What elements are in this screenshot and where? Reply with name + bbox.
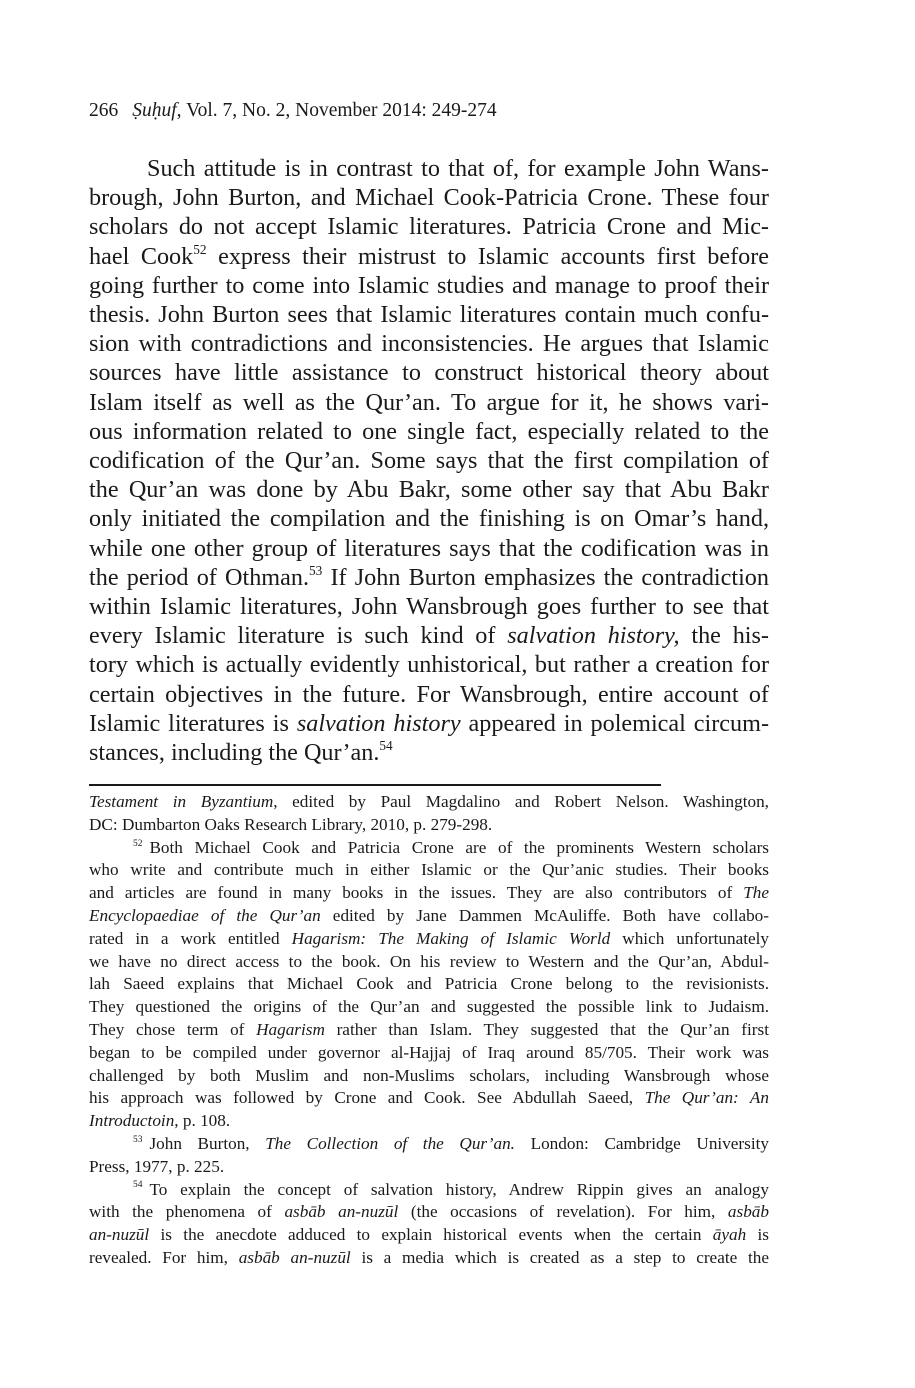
- text-line: ous information related to one single fact, especially related to the: [89, 417, 769, 445]
- text-line: every Islamic literature is such kind of salvation history, the his-: [89, 622, 769, 650]
- text-line: sources have little assistance to construct historical theory about: [89, 359, 769, 387]
- text-line: stances, including the Qur’an.$^{54}$: [89, 738, 393, 767]
- text-line: while one other group of literatures says that the codification was in: [89, 534, 769, 562]
- text-line: Islam itself as well as the Qur’an. To argue for it, he shows vari-: [89, 388, 769, 416]
- footnote-number: 52: [133, 838, 143, 849]
- text-line: codification of the Qur’an. Some says that the first compilation of: [89, 447, 769, 475]
- journal-title: Ṣuḥuf: [132, 100, 177, 121]
- text-line: within Islamic literatures, John Wansbrough goes further to see that: [89, 593, 769, 621]
- footnote-number: 53: [133, 1134, 143, 1145]
- text-line: certain objectives in the future. For Wansbrough, entire account of: [89, 680, 769, 708]
- main-paragraph: [89, 154, 769, 767]
- text-line: only initiated the compilation and the finishing is on Omar’s hand,: [89, 505, 769, 533]
- text-line: the Qur’an was done by Abu Bakr, some other say that Abu Bakr: [89, 476, 769, 504]
- text-line: sion with contradictions and inconsistencies. He argues that Islamic: [89, 330, 769, 358]
- text-line: hael Cook$^{52}$ express their mistrust to Islamic accounts first before: [89, 241, 770, 270]
- footnote-52: $^{52}$ Both Michael Cook and Patricia Crone are of the prominents Western scholars who write and contribute much in either Islamic or the Qur’anic studies. Their books and articles are found in many books in the issues. They are also contributors of The Encyclopaediae of the Qur’an edited by Jane Dammen McAuliffe. Both have collabo- rated in a work entitled Hagarism: The Making of Islamic World which unfortunately we have no direct access to the book. On his review to Western and the Qur’an, Abdul- lah Saeed explains that Michael Cook and Patricia Crone belong to the revisionists. They questioned the origins of the Qur’an and suggested the possible link to Judaism. They chose term of Hagarism rather than Islam. They suggested that the Qur’an first began to be compiled under governor al-Hajjaj of Iraq around 85/705. Their work was challenged by both Muslim and non-Muslims scholars, including Wansbrough whose his approach was followed by Crone and Cook. See Abdullah Saeed, The Qur’an: An Introductoin, p. 108.: [89, 837, 770, 1131]
- emphasis: salvation history,: [507, 622, 680, 650]
- text-line: going further to come into Islamic studies and manage to proof their: [89, 271, 769, 299]
- text-line: thesis. John Burton sees that Islamic literatures contain much confu-: [89, 301, 769, 329]
- text-line: Islamic literatures is salvation history appeared in polemical circum-: [89, 709, 770, 737]
- journal-citation: , Vol. 7, No. 2, November 2014: 249-274: [176, 100, 497, 121]
- footnote-ref-53[interactable]: 53: [309, 562, 323, 578]
- footnote-53: $^{53}$ John Burton, The Collection of the Qur’an. London: Cambridge University Press, 1977, p. 225.: [89, 1133, 769, 1176]
- footnote-54: $^{54}$ To explain the concept of salvation history, Andrew Rippin gives an analogy with the phenomena of asbāb an-nuzūl (the occasions of revelation). For him, asbāb an-nuzūl is the anecdote adduced to explain historical events when the certain āyah is revealed. For him, asbāb an-nuzūl is a media which is created as a step to create the: [89, 1179, 769, 1267]
- running-header: [89, 98, 497, 124]
- emphasis: salvation history: [296, 709, 461, 737]
- footnote-ref-52[interactable]: 52: [193, 241, 207, 257]
- text-line: Such attitude is in contrast to that of, for example John Wans-: [147, 155, 769, 182]
- text-line: the period of Othman.$^{53}$ If John Burton emphasizes the contradiction: [89, 562, 769, 591]
- footnote-number: 54: [133, 1180, 143, 1191]
- footnote-continuation: Testament in Byzantium, edited by Paul Magdalino and Robert Nelson. Washington, DC: Dumbarton Oaks Research Library, 2010, p. 279-298.: [89, 792, 769, 834]
- footnote-ref-54[interactable]: 54: [379, 738, 393, 754]
- text-line: brough, John Burton, and Michael Cook-Patricia Crone. These four: [89, 184, 769, 212]
- footnote-divider: [89, 784, 661, 786]
- text-line: tory which is actually evidently unhistorical, but rather a creation for: [89, 651, 769, 679]
- footnotes: [89, 791, 769, 1270]
- text-line: scholars do not accept Islamic literatures. Patricia Crone and Mic-: [89, 213, 769, 241]
- page-number: 266: [89, 100, 119, 121]
